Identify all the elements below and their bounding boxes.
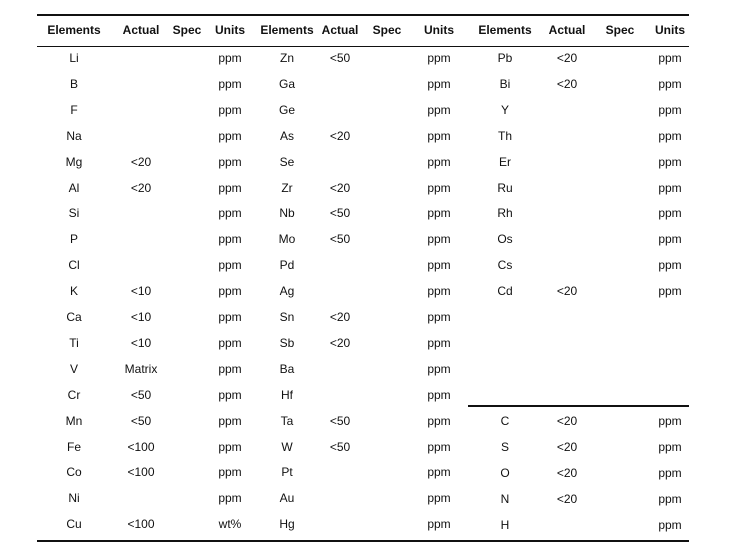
cell-element: Mo [278,232,296,247]
header-actual: Actual [321,23,359,37]
cell-units: ppm [427,76,451,91]
cell-element: Mg [65,154,83,169]
cell-element: Rh [497,206,513,221]
cell-actual: <50 [329,51,351,65]
cell-element: Pb [497,51,513,65]
cell-element: Cl [68,258,80,273]
cell-units: ppm [218,361,242,376]
cell-units: ppm [427,310,451,324]
cell-units: ppm [218,180,242,195]
cell-units: ppm [218,310,242,324]
cell-units: ppm [218,258,242,273]
cell-units: ppm [218,439,242,454]
cell-element: Mn [65,413,83,428]
cell-actual: <20 [556,414,578,428]
cell-element: Er [499,154,511,169]
header-spec: Spec [372,23,402,37]
header-units: Units [655,23,685,37]
cell-actual: <20 [556,439,578,454]
table-bottom-rule [37,540,689,542]
cell-actual: <50 [329,206,351,221]
header-element: Elements [260,23,314,37]
cell-element: K [69,284,79,299]
cell-units: ppm [427,439,451,454]
cell-units: ppm [658,180,682,195]
cell-units: ppm [427,361,451,376]
cell-element: Y [500,102,510,117]
cell-units: ppm [427,180,451,195]
cell-element: Sb [279,335,295,350]
cell-units: ppm [218,206,242,221]
cell-units: ppm [658,517,682,532]
cell-units: ppm [658,414,682,428]
cell-element: Ta [280,413,294,428]
header-bottom-rule [37,46,689,47]
cell-units: ppm [427,335,451,350]
header-spec: Spec [172,23,202,37]
cell-actual: <100 [127,517,155,532]
cell-element: H [500,517,510,532]
cell-units: ppm [427,232,451,247]
cell-element: Zn [279,51,295,65]
cell-units: ppm [218,284,242,299]
cell-actual: <20 [130,180,152,195]
cell-units: ppm [658,232,682,247]
element-analysis-table [37,14,689,544]
cell-element: S [500,439,510,454]
cell-actual: <20 [329,180,351,195]
cell-units: ppm [218,232,242,247]
cell-element: Cr [67,387,81,402]
cell-element: F [70,102,78,117]
cell-element: Co [66,465,82,480]
cell-element: Fe [66,439,82,454]
cell-actual: <20 [329,335,351,350]
cell-units: ppm [427,517,451,532]
cell-element: Cu [66,517,82,532]
cell-element: V [69,361,79,376]
cell-element: Th [497,128,513,143]
cell-element: C [500,414,510,428]
cell-element: Cd [497,284,513,299]
cell-units: ppm [218,102,242,117]
cell-element: O [500,465,510,480]
cell-element: Ru [497,180,513,195]
cell-element: Ni [68,491,80,506]
cell-actual: <20 [556,284,578,299]
table-top-rule [37,14,689,16]
cell-actual: <20 [556,76,578,91]
cell-element: Si [68,206,80,221]
cell-units: wt% [218,517,242,532]
cell-actual: <20 [556,465,578,480]
cell-element: Ca [66,310,82,324]
cell-element: Na [66,128,82,143]
cell-actual: <50 [329,439,351,454]
cell-units: ppm [658,491,682,506]
header-spec: Spec [605,23,635,37]
header-units: Units [424,23,454,37]
cell-units: ppm [218,51,242,65]
group4-top-rule [468,405,689,407]
cell-element: Se [279,154,295,169]
cell-element: B [69,76,79,91]
cell-actual: <20 [329,310,351,324]
cell-element: W [281,439,293,454]
cell-actual: <50 [329,232,351,247]
cell-units: ppm [658,465,682,480]
cell-actual: <100 [127,465,155,480]
cell-element: P [69,232,79,247]
cell-actual: <20 [329,128,351,143]
header-element: Elements [478,23,532,37]
cell-units: ppm [658,51,682,65]
cell-units: ppm [427,102,451,117]
cell-units: ppm [218,413,242,428]
cell-actual: <20 [130,154,152,169]
cell-element: Zr [281,180,293,195]
cell-units: ppm [658,258,682,273]
cell-units: ppm [658,154,682,169]
cell-actual: <100 [127,439,155,454]
cell-element: Ga [278,76,296,91]
cell-element: Ba [279,361,295,376]
cell-actual: <50 [329,413,351,428]
cell-units: ppm [658,102,682,117]
cell-actual: <50 [130,413,152,428]
cell-actual: <10 [130,284,152,299]
cell-units: ppm [218,335,242,350]
cell-units: ppm [427,258,451,273]
cell-element: Bi [499,76,511,91]
cell-units: ppm [218,154,242,169]
cell-units: ppm [427,284,451,299]
cell-units: ppm [658,439,682,454]
cell-units: ppm [427,465,451,480]
cell-units: ppm [218,465,242,480]
cell-units: ppm [427,491,451,506]
cell-units: ppm [427,206,451,221]
cell-units: ppm [218,76,242,91]
cell-element: As [279,128,295,143]
cell-units: ppm [427,413,451,428]
cell-units: ppm [218,387,242,402]
cell-element: Li [69,51,79,65]
cell-units: ppm [427,51,451,65]
cell-units: ppm [658,284,682,299]
cell-units: ppm [427,387,451,402]
cell-element: Sn [279,310,295,324]
cell-actual: <50 [130,387,152,402]
cell-units: ppm [218,128,242,143]
cell-units: ppm [658,76,682,91]
cell-element: Pd [279,258,295,273]
cell-units: ppm [658,206,682,221]
header-units: Units [215,23,245,37]
cell-element: Cs [497,258,513,273]
cell-element: Hg [279,517,295,532]
cell-element: Al [68,180,80,195]
cell-actual: Matrix [124,361,158,376]
header-actual: Actual [122,23,160,37]
header-actual: Actual [548,23,586,37]
cell-element: N [500,491,510,506]
cell-element: Nb [279,206,295,221]
cell-element: Pt [281,465,293,480]
header-element: Elements [47,23,101,37]
cell-actual: <10 [130,335,152,350]
cell-element: Au [279,491,295,506]
cell-units: ppm [427,154,451,169]
cell-element: Ti [69,335,79,350]
cell-actual: <20 [556,491,578,506]
cell-element: Ge [278,102,296,117]
cell-units: ppm [658,128,682,143]
cell-actual: <20 [556,51,578,65]
cell-element: Ag [279,284,295,299]
cell-element: Os [497,232,513,247]
cell-actual: <10 [130,310,152,324]
cell-units: ppm [427,128,451,143]
cell-units: ppm [218,491,242,506]
cell-element: Hf [281,387,293,402]
